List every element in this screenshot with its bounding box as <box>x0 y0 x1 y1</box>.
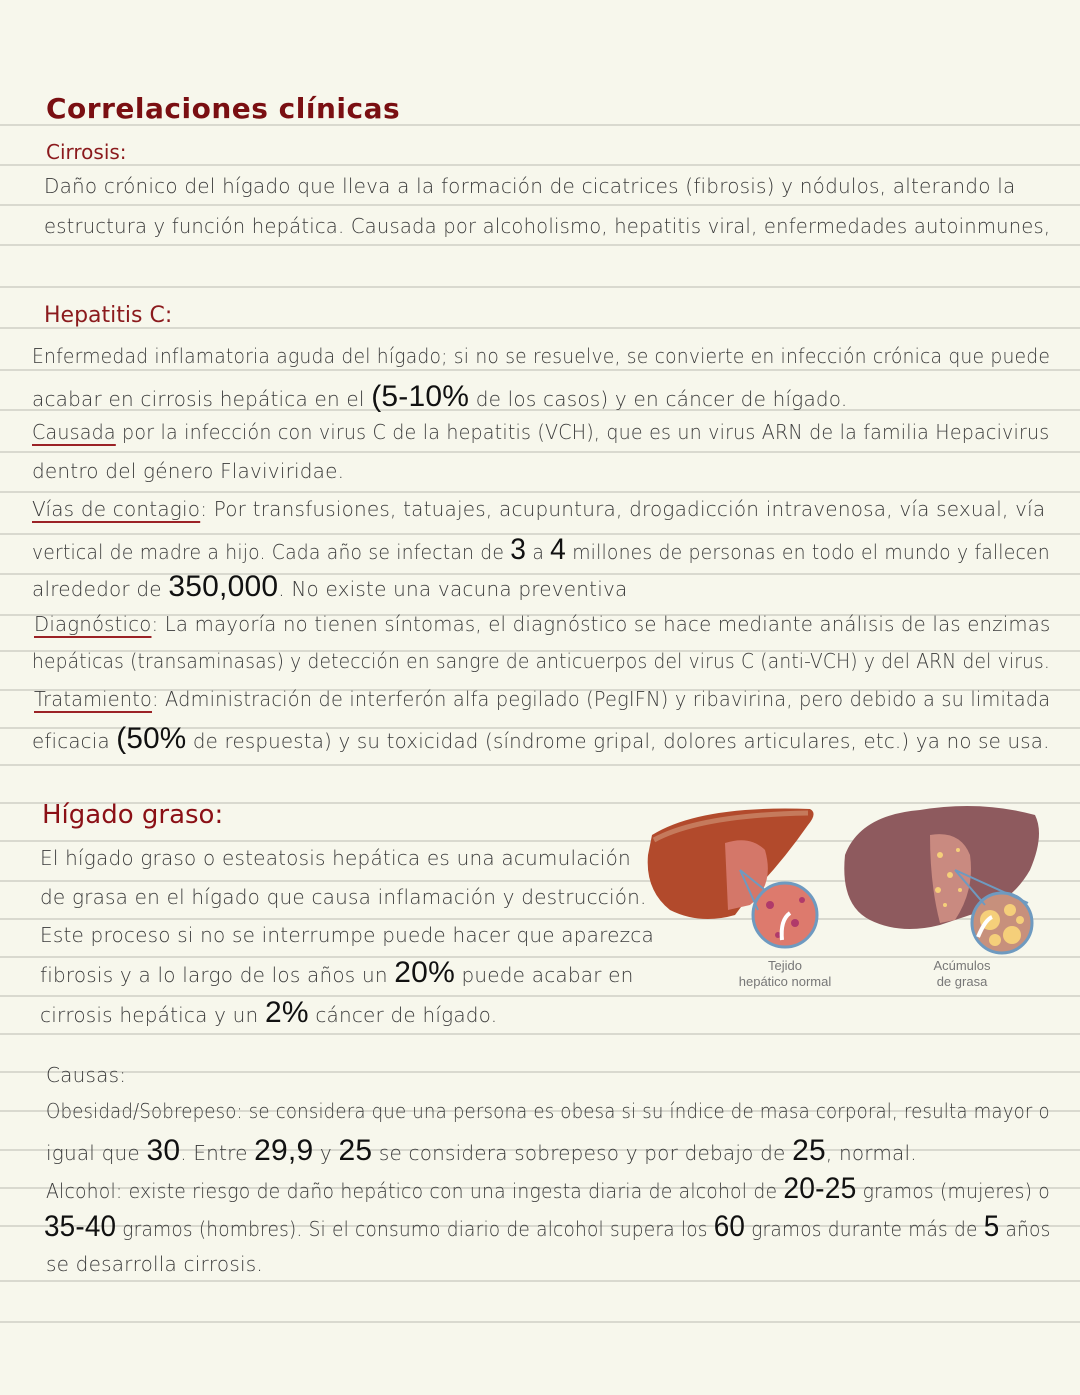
hepatitis-line-6 <box>32 533 1050 567</box>
rule-line <box>0 286 1080 288</box>
rule-line <box>0 1071 1080 1073</box>
hepatitis-line-8 <box>34 612 1051 636</box>
causas-line-3 <box>46 1172 1050 1206</box>
causas-line-1: Obesidad/Sobrepeso: se considera que una persona es obesa si su índice de masa corporal, resulta mayor o <box>46 1099 1050 1123</box>
graso-line-4 <box>40 956 634 990</box>
rule-line <box>0 1280 1080 1282</box>
hepatitis-line-2 <box>32 380 847 414</box>
stat-bmi-normal: 25 <box>792 1134 826 1167</box>
text-span: años <box>999 1217 1051 1241</box>
label-vias-contagio: Vías de contagio <box>32 497 201 521</box>
text-span: : Administración de interferón alfa pegilado (PegIFN) y ribavirina, pero debido a su limitada <box>152 687 1051 711</box>
text-span: cirrosis hepática y un <box>40 1003 265 1027</box>
rule-line <box>0 1321 1080 1323</box>
text-span: . No existe una vacuna preventiva <box>278 577 628 601</box>
text-span: fibrosis y a lo largo de los años un <box>40 963 395 987</box>
graso-line-2: de grasa en el hígado que causa inflamación y destrucción. <box>40 885 647 909</box>
hepatitis-line-5 <box>32 497 1045 521</box>
hepatitis-c-heading: Hepatitis C: <box>44 303 173 328</box>
text-span: y <box>313 1141 339 1165</box>
hepatitis-line-11 <box>32 722 1050 756</box>
hepatitis-line-10 <box>34 687 1050 711</box>
rule-line <box>0 491 1080 493</box>
cirrosis-line-1: Daño crónico del hígado que lleva a la formación de cicatrices (fibrosis) y nódulos, alterando la <box>44 174 1016 198</box>
causas-line-5: se desarrolla cirrosis. <box>46 1252 263 1276</box>
text-span: igual que <box>46 1141 147 1165</box>
stat-cirrhosis-20: 20% <box>394 956 455 989</box>
text-span: . Entre <box>180 1141 255 1165</box>
stat-infected-min: 3 <box>510 533 527 566</box>
caption-line: hepático normal <box>738 974 832 989</box>
text-span: : La mayoría no tienen síntomas, el diagnóstico se hace mediante análisis de las enzimas <box>151 612 1051 636</box>
rule-line <box>0 451 1080 453</box>
graso-line-3: Este proceso si no se interrumpe puede hacer que aparezca <box>40 923 654 947</box>
text-span: gramos (mujeres) o <box>856 1179 1050 1203</box>
stat-infected-max: 4 <box>550 533 567 566</box>
text-span: por la infección con virus C de la hepatitis (VCH), que es un virus ARN de la familia Hepacivirus <box>115 420 1050 444</box>
text-span: de los casos) y en cáncer de hígado. <box>469 387 848 411</box>
text-span: millones de personas en todo el mundo y fallecen <box>566 540 1050 564</box>
hepatitis-line-4: dentro del género Flaviviridae. <box>32 459 345 483</box>
text-span: a <box>526 540 551 564</box>
hepatitis-line-9: hepáticas (transaminasas) y detección en sangre de anticuerpos del virus C (anti-VCH) y del ARN del virus. <box>32 649 1051 673</box>
hepatitis-line-7 <box>32 570 627 604</box>
rule-line <box>0 164 1080 166</box>
text-span: puede acabar en <box>454 963 634 987</box>
text-span: Alcohol: existe riesgo de daño hepático con una ingesta diaria de alcohol de <box>46 1179 784 1203</box>
page-title: Correlaciones clínicas <box>46 92 401 125</box>
stat-bmi-lower: 25 <box>338 1134 373 1167</box>
stat-alcohol-men: 35-40 <box>44 1210 117 1243</box>
causas-line-4 <box>44 1210 1050 1244</box>
label-diagnostico: Diagnóstico <box>34 612 152 636</box>
caption-line: Tejido <box>768 958 802 973</box>
stat-bmi-upper: 29,9 <box>254 1134 314 1167</box>
stat-years: 5 <box>983 1210 1000 1243</box>
rule-line <box>0 764 1080 766</box>
text-span: acabar en cirrosis hepática en el <box>32 387 372 411</box>
text-span: cáncer de hígado. <box>308 1003 498 1027</box>
causas-heading: Causas: <box>46 1063 127 1087</box>
text-span: eficacia <box>32 729 117 753</box>
text-span: vertical de madre a hijo. Cada año se infectan de <box>32 540 511 564</box>
rule-line <box>0 1033 1080 1035</box>
text-span: , normal. <box>825 1141 917 1165</box>
stat-bmi-obese: 30 <box>146 1134 181 1167</box>
rule-line <box>0 204 1080 206</box>
causas-line-2 <box>46 1134 917 1168</box>
caption-line: Acúmulos <box>933 958 991 973</box>
higado-graso-heading: Hígado graso: <box>42 800 224 830</box>
hepatitis-line-1: Enfermedad inflamatoria aguda del hígado; si no se resuelve, se convierte en infección crónica que puede <box>32 344 1051 368</box>
rule-line <box>0 244 1080 246</box>
hepatitis-line-3 <box>32 420 1049 444</box>
label-causada: Causada <box>32 420 116 444</box>
text-span: : Por transfusiones, tatuajes, acupuntura, drogadicción intravenosa, vía sexual, vía <box>200 497 1046 521</box>
text-span: de respuesta) y su toxicidad (síndrome gripal, dolores articulares, etc.) ya no se usa. <box>186 729 1050 753</box>
stat-deaths: 350,000 <box>168 570 279 603</box>
liver-illustration <box>640 795 1060 995</box>
rule-line <box>0 369 1080 371</box>
stat-cancer-2: 2% <box>265 996 309 1029</box>
stat-alcohol-threshold: 60 <box>713 1210 746 1243</box>
stat-alcohol-women: 20-25 <box>783 1172 857 1205</box>
text-span: gramos (hombres). Si el consumo diario de alcohol supera los <box>116 1217 714 1241</box>
caption-normal-tissue <box>720 958 850 990</box>
graso-line-1: El hígado graso o esteatosis hepática es una acumulación <box>40 846 631 870</box>
text-span: se considera sobrepeso y por debajo de <box>372 1141 793 1165</box>
cirrosis-line-2: estructura y función hepática. Causada por alcoholismo, hepatitis viral, enfermedades autoinmunes, <box>44 214 1051 238</box>
caption-line: de grasa <box>936 974 988 989</box>
label-tratamiento: Tratamiento <box>34 687 153 711</box>
stat-response-percent: (50% <box>116 722 187 755</box>
caption-fat-accumulation <box>912 958 1012 990</box>
stat-cirrhosis-percent: (5-10% <box>371 380 470 413</box>
cirrosis-heading: Cirrosis: <box>46 140 127 164</box>
text-span: gramos durante más de <box>745 1217 984 1241</box>
text-span: alrededor de <box>32 577 169 601</box>
graso-line-5 <box>40 996 497 1030</box>
